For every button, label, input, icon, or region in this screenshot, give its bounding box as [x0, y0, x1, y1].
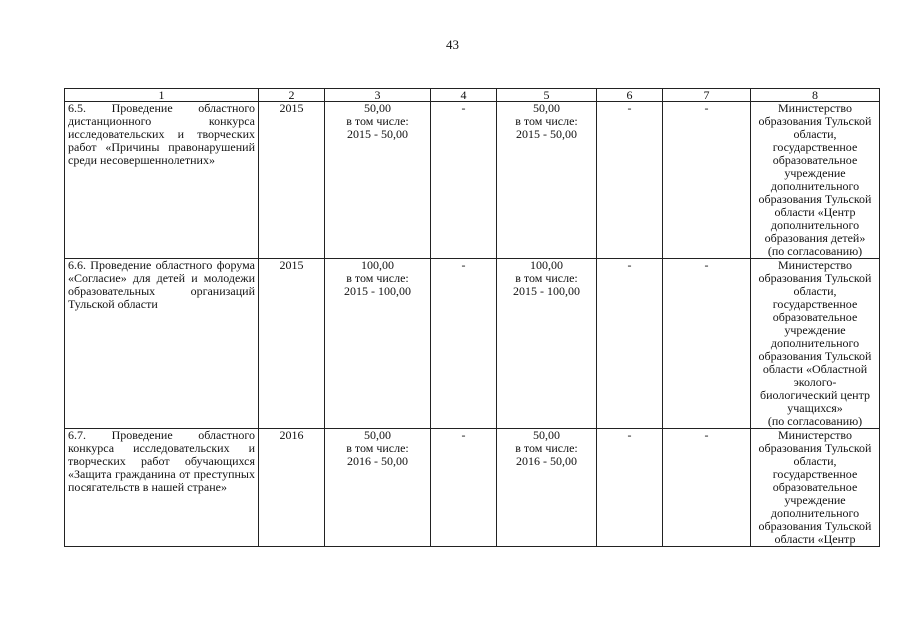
- column-7-cell: -: [663, 102, 751, 259]
- column-6-cell: -: [597, 102, 663, 259]
- column-6-cell: -: [597, 429, 663, 547]
- column-7-cell: -: [663, 429, 751, 547]
- total-funding-cell: 50,00 в том числе: 2016 - 50,00: [325, 429, 431, 547]
- year-cell: 2015: [259, 102, 325, 259]
- column-header: 6: [597, 89, 663, 102]
- column-header: 7: [663, 89, 751, 102]
- responsible-executor-cell: Министерство образования Тульской области, государственное образовательное учреждение дополнительного образования Тульской области «Областной эколого- биологический центр учащихся» (по согласованию): [751, 259, 880, 429]
- table-row: [65, 429, 880, 547]
- column-header: 4: [431, 89, 497, 102]
- program-table: [64, 88, 880, 547]
- table-row: [65, 102, 880, 259]
- total-funding-cell: 50,00 в том числе: 2015 - 50,00: [325, 102, 431, 259]
- column-header: 1: [65, 89, 259, 102]
- regional-funding-cell: 50,00 в том числе: 2015 - 50,00: [497, 102, 597, 259]
- total-funding-cell: 100,00 в том числе: 2015 - 100,00: [325, 259, 431, 429]
- activity-description: 6.6. Проведение областного форума «Согласие» для детей и молодежи образовательных организаций Тульской области: [65, 259, 259, 429]
- column-header: 3: [325, 89, 431, 102]
- regional-funding-cell: 100,00 в том числе: 2015 - 100,00: [497, 259, 597, 429]
- column-header: 5: [497, 89, 597, 102]
- column-4-cell: -: [431, 102, 497, 259]
- column-7-cell: -: [663, 259, 751, 429]
- page-number: 43: [446, 37, 459, 52]
- column-header: 2: [259, 89, 325, 102]
- table-row: [65, 259, 880, 429]
- column-4-cell: -: [431, 259, 497, 429]
- responsible-executor-cell: Министерство образования Тульской области, государственное образовательное учреждение дополнительного образования Тульской области «Центр дополнительного образования детей» (по согласованию): [751, 102, 880, 259]
- year-cell: 2016: [259, 429, 325, 547]
- header-row: [65, 89, 880, 102]
- activity-description: 6.7. Проведение областного конкурса исследовательских и творческих работ обучающихся «Защита гражданина от преступных посягательств в нашей стране»: [65, 429, 259, 547]
- regional-funding-cell: 50,00 в том числе: 2016 - 50,00: [497, 429, 597, 547]
- responsible-executor-cell: Министерство образования Тульской области, государственное образовательное учреждение дополнительного образования Тульской области «Центр: [751, 429, 880, 547]
- year-cell: 2015: [259, 259, 325, 429]
- activity-description: 6.5. Проведение областного дистанционного конкурса исследовательских и творческих работ «Причины правонарушений среди несовершеннолетних»: [65, 102, 259, 259]
- column-6-cell: -: [597, 259, 663, 429]
- column-4-cell: -: [431, 429, 497, 547]
- column-header: 8: [751, 89, 880, 102]
